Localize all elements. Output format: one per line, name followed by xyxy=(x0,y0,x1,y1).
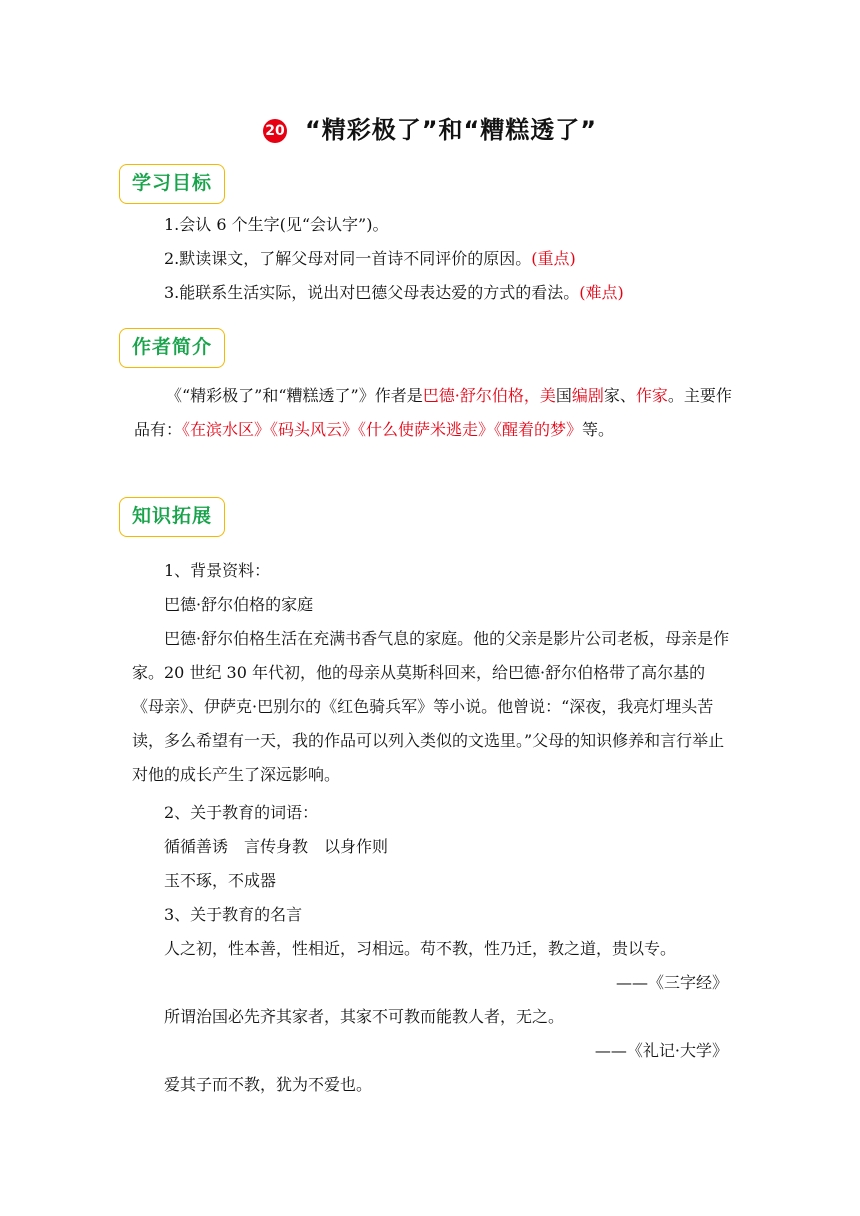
quote-1-source: ——《三字经》 xyxy=(615,973,728,992)
quotes-title: 3、关于教育的名言 xyxy=(164,905,303,924)
background-subtitle: 巴德·舒尔伯格的家庭 xyxy=(164,595,314,614)
background-title: 1、背景资料： xyxy=(164,561,271,580)
lesson-number-badge: 20 xyxy=(263,119,287,143)
goal-tag-difficult: (难点) xyxy=(579,283,624,302)
goal-item-3: 3.能联系生活实际，说出对巴德父母表达爱的方式的看法。(难点) xyxy=(164,283,624,302)
author-role-screenwriter: 编剧 xyxy=(571,386,604,405)
section-heading-knowledge: 知识拓展 xyxy=(119,497,225,537)
goal-item-1: 1.会认 6 个生字(见“会认字”)。 xyxy=(164,215,389,234)
author-works: 《在滨水区》《码头风云》《什么使萨米逃走》《醒着的梦》 xyxy=(182,420,583,439)
author-role-writer: 作家 xyxy=(635,386,668,405)
background-paragraph: 巴德·舒尔伯格生活在充满书香气息的家庭。他的父亲是影片公司老板，母亲是作家。20 世纪 30 年代初，他的母亲从莫斯科回来，给巴德·舒尔伯格带了高尔基的《母亲》、伊萨克·巴别尔的《红色骑兵军》等小说。他曾说：“深夜，我亮灯埋头苦读，多么希望有一天，我的作品可以列入类似的文选里。”父母的知识修养和言行举止对他的成长产生了深远影响。 xyxy=(132,629,730,784)
words-title: 2、关于教育的词语： xyxy=(164,803,319,822)
goal-tag-key: (重点) xyxy=(531,249,576,268)
page-title xyxy=(0,112,860,148)
quote-2-text: 所谓治国必先齐其家者，其家不可教而能教人者，无之。 xyxy=(164,1007,565,1026)
title-text: “精彩极了”和“糟糕透了” xyxy=(304,116,598,144)
author-name: 巴德·舒尔伯格，美 xyxy=(422,386,556,405)
section-heading-goals: 学习目标 xyxy=(119,164,225,204)
author-intro-paragraph: 《“精彩极了”和“糟糕透了”》作者是巴德·舒尔伯格，美国编剧家、作家。主要作品有：《在滨水区》《码头风云》《什么使萨米逃走》《醒着的梦》等。 xyxy=(134,386,732,439)
words-line-1: 循循善诱 言传身教 以身作则 xyxy=(164,837,389,856)
quote-1-text: 人之初，性本善，性相近，习相远。苟不教，性乃迁，教之道，贵以专。 xyxy=(164,939,677,958)
quote-2-source: ——《礼记·大学》 xyxy=(594,1041,728,1060)
section-heading-author: 作者简介 xyxy=(119,328,225,368)
quote-3-text: 爱其子而不教，犹为不爱也。 xyxy=(164,1075,373,1094)
words-line-2: 玉不琢，不成器 xyxy=(164,871,277,890)
goal-item-2: 2.默读课文，了解父母对同一首诗不同评价的原因。(重点) xyxy=(164,249,576,268)
